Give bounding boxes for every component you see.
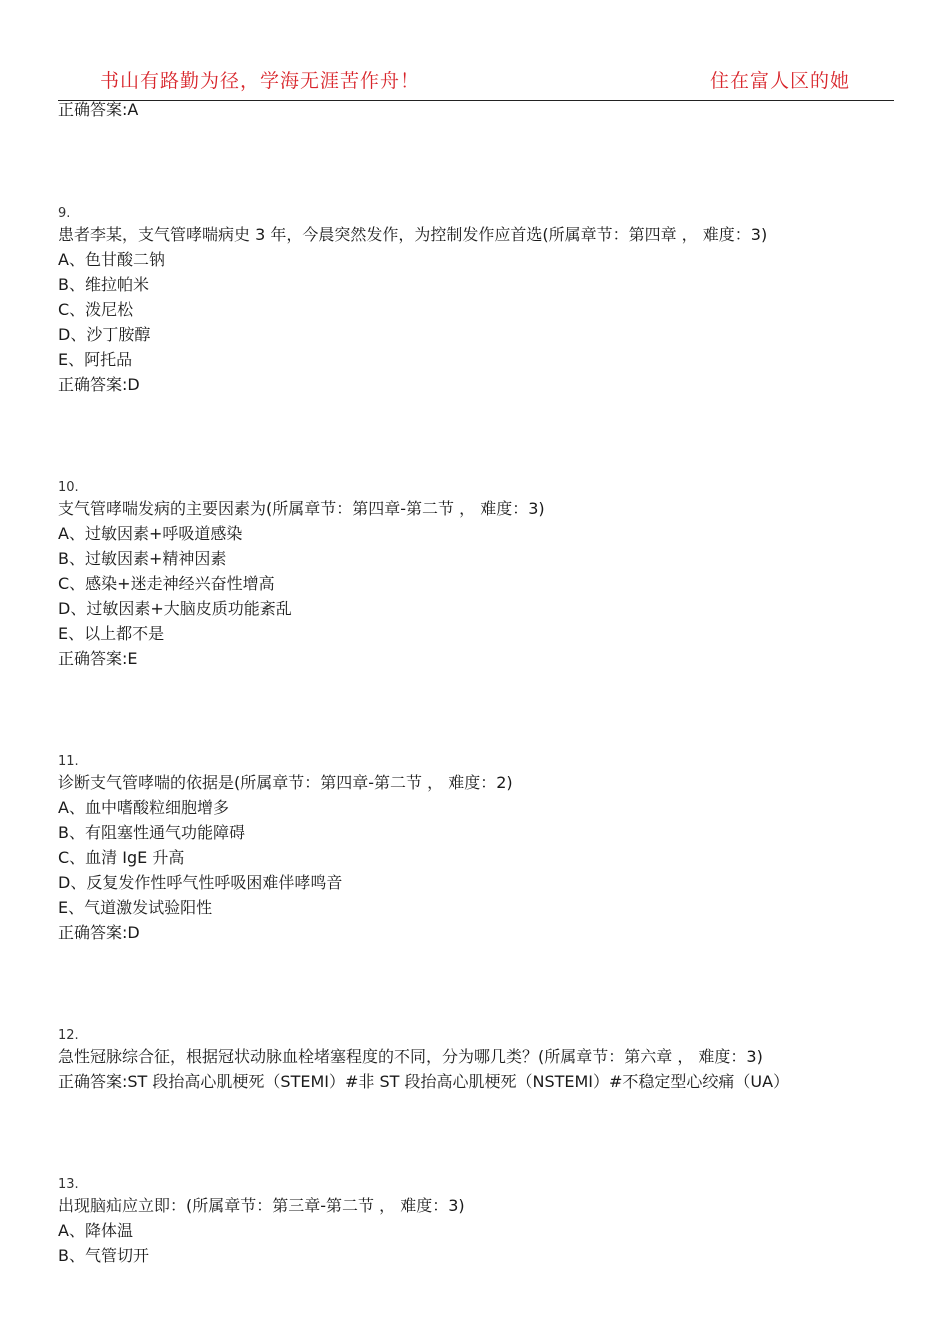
question-stem: 出现脑疝应立即：(所属章节：第三章-第二节 ， 难度：3): [58, 1196, 465, 1215]
option-b: B、有阻塞性通气功能障碍: [58, 823, 245, 842]
correct-answer: 正确答案:D: [58, 923, 140, 942]
option-a: A、血中嗜酸粒细胞增多: [58, 798, 229, 817]
question-stem: 支气管哮喘发病的主要因素为(所属章节：第四章-第二节 ， 难度：3): [58, 499, 545, 518]
question-number: 10.: [58, 480, 79, 495]
correct-answer: 正确答案:D: [58, 375, 140, 394]
previous-answer: 正确答案:A: [58, 100, 139, 119]
option-e: E、阿托品: [58, 350, 133, 369]
header-motto: 书山有路勤为径，学海无涯苦作舟！: [100, 70, 421, 92]
option-e: E、气道激发试验阳性: [58, 898, 213, 917]
option-d: D、沙丁胺醇: [58, 325, 151, 344]
option-d: D、过敏因素+大脑皮质功能紊乱: [58, 599, 292, 618]
question-stem: 患者李某，支气管哮喘病史 3 年，今晨突然发作，为控制发作应首选(所属章节：第四章 ， 难度：3): [58, 225, 768, 244]
option-c: C、感染+迷走神经兴奋性增高: [58, 574, 275, 593]
option-d: D、反复发作性呼气性呼吸困难伴哮鸣音: [58, 873, 343, 892]
header-author: 住在富人区的她: [709, 70, 850, 92]
option-a: A、过敏因素+呼吸道感染: [58, 524, 243, 543]
question-stem: 急性冠脉综合征，根据冠状动脉血栓堵塞程度的不同，分为哪几类？(所属章节：第六章 ， 难度：3): [58, 1047, 763, 1066]
question-number: 9.: [58, 206, 71, 221]
option-a: A、色甘酸二钠: [58, 250, 165, 269]
option-b: B、气管切开: [58, 1246, 149, 1265]
option-c: C、血清 IgE 升高: [58, 848, 185, 867]
option-b: B、维拉帕米: [58, 275, 149, 294]
question-number: 11.: [58, 754, 79, 769]
correct-answer: 正确答案:E: [58, 649, 138, 668]
option-e: E、以上都不是: [58, 624, 165, 643]
question-number: 13.: [58, 1177, 79, 1192]
correct-answer: 正确答案:ST 段抬高心肌梗死（STEMI）#非 ST 段抬高心肌梗死（NSTEMI）#不稳定型心绞痛（UA）: [58, 1072, 790, 1091]
question-number: 12.: [58, 1028, 79, 1043]
option-a: A、降体温: [58, 1221, 133, 1240]
option-c: C、泼尼松: [58, 300, 134, 319]
option-b: B、过敏因素+精神因素: [58, 549, 227, 568]
page-header: [58, 62, 894, 101]
question-stem: 诊断支气管哮喘的依据是(所属章节：第四章-第二节 ， 难度：2): [58, 773, 513, 792]
